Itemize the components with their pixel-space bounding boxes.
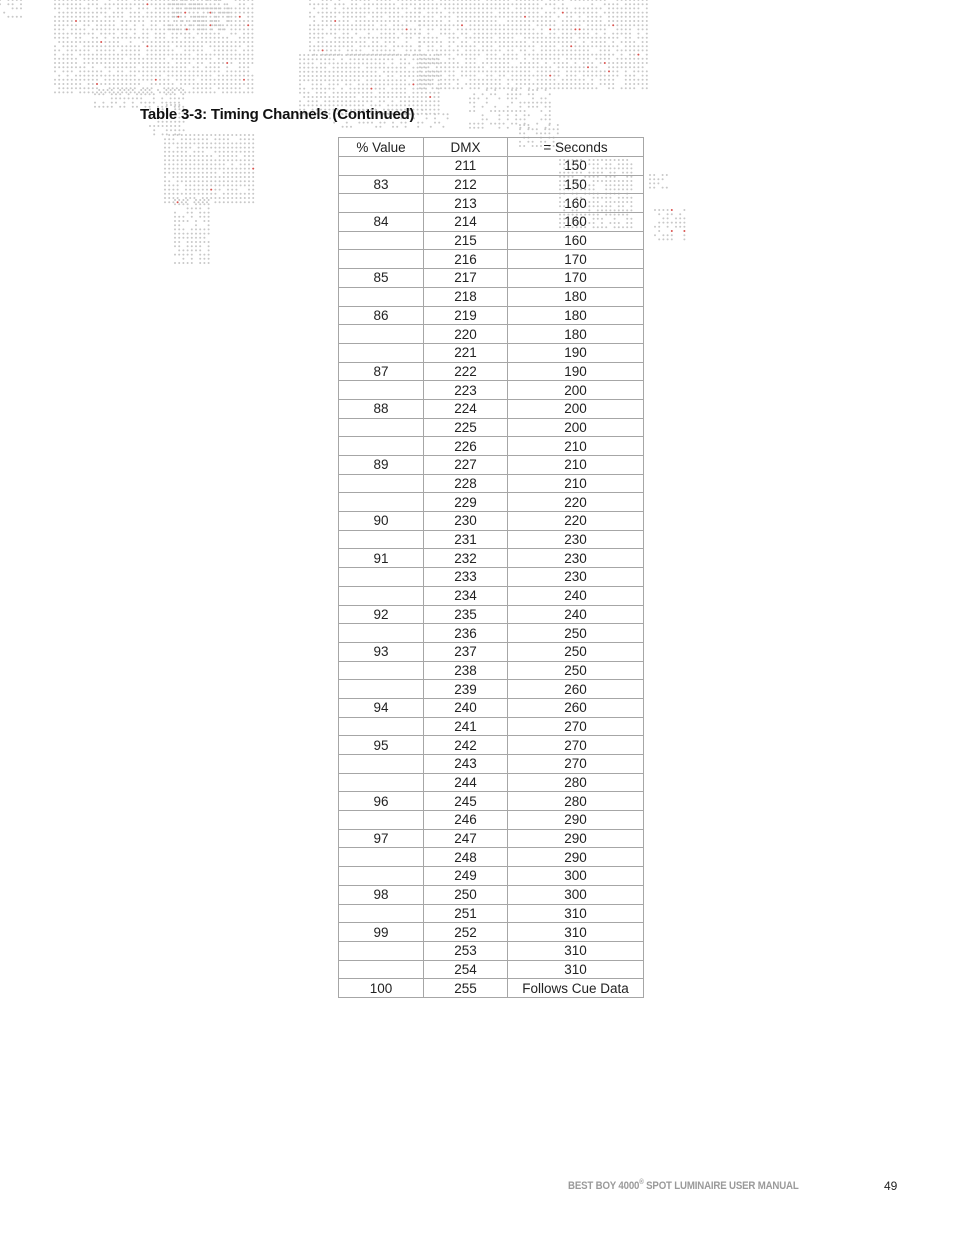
cell-seconds: 270: [508, 755, 644, 774]
cell-dmx: 239: [424, 680, 508, 699]
cell-percent-value: [339, 586, 424, 605]
cell-percent-value: [339, 960, 424, 979]
cell-percent-value: 85: [339, 269, 424, 288]
cell-percent-value: 93: [339, 642, 424, 661]
cell-seconds: 300: [508, 885, 644, 904]
cell-dmx: 236: [424, 624, 508, 643]
cell-seconds: 200: [508, 399, 644, 418]
cell-dmx: 241: [424, 717, 508, 736]
table-header-row: [339, 138, 644, 157]
cell-dmx: 245: [424, 792, 508, 811]
cell-percent-value: [339, 848, 424, 867]
cell-dmx: 213: [424, 194, 508, 213]
cell-seconds: 250: [508, 661, 644, 680]
table-row: [339, 512, 644, 531]
table-row: [339, 418, 644, 437]
cell-dmx: 242: [424, 736, 508, 755]
cell-seconds: 230: [508, 549, 644, 568]
cell-percent-value: [339, 231, 424, 250]
table-row: [339, 642, 644, 661]
header-dmx: DMX: [424, 138, 508, 157]
table-row: [339, 306, 644, 325]
cell-seconds: 230: [508, 568, 644, 587]
cell-seconds: 310: [508, 904, 644, 923]
cell-dmx: 253: [424, 941, 508, 960]
table-row: [339, 698, 644, 717]
table-row: [339, 923, 644, 942]
cell-dmx: 225: [424, 418, 508, 437]
cell-percent-value: 97: [339, 829, 424, 848]
cell-dmx: 240: [424, 698, 508, 717]
cell-percent-value: [339, 755, 424, 774]
cell-seconds: 150: [508, 175, 644, 194]
cell-seconds: 170: [508, 269, 644, 288]
cell-percent-value: [339, 867, 424, 886]
table-row: [339, 530, 644, 549]
cell-dmx: 215: [424, 231, 508, 250]
cell-percent-value: [339, 773, 424, 792]
cell-seconds: 310: [508, 960, 644, 979]
cell-percent-value: 92: [339, 605, 424, 624]
cell-percent-value: [339, 437, 424, 456]
manual-title-prefix: BEST BOY 4000: [568, 1180, 640, 1192]
cell-seconds: 180: [508, 306, 644, 325]
table-row: [339, 811, 644, 830]
cell-dmx: 217: [424, 269, 508, 288]
table-row: [339, 605, 644, 624]
cell-dmx: 255: [424, 979, 508, 998]
cell-seconds: 260: [508, 698, 644, 717]
table-row: [339, 586, 644, 605]
cell-dmx: 251: [424, 904, 508, 923]
cell-percent-value: [339, 381, 424, 400]
table-row: [339, 829, 644, 848]
table-row: [339, 269, 644, 288]
cell-percent-value: [339, 530, 424, 549]
cell-dmx: 230: [424, 512, 508, 531]
header-percent-value: % Value: [339, 138, 424, 157]
table-row: [339, 848, 644, 867]
page-number: 49: [884, 1179, 898, 1193]
cell-percent-value: [339, 157, 424, 176]
cell-seconds: 230: [508, 530, 644, 549]
cell-seconds: 210: [508, 474, 644, 493]
cell-seconds: 240: [508, 605, 644, 624]
cell-dmx: 234: [424, 586, 508, 605]
table-row: [339, 979, 644, 998]
cell-seconds: 210: [508, 456, 644, 475]
cell-seconds: 290: [508, 811, 644, 830]
cell-seconds: 250: [508, 642, 644, 661]
manual-title-footer: [568, 1179, 799, 1192]
table-row: [339, 287, 644, 306]
cell-dmx: 235: [424, 605, 508, 624]
cell-percent-value: [339, 250, 424, 269]
table-row: [339, 717, 644, 736]
cell-seconds: 170: [508, 250, 644, 269]
header-seconds: = Seconds: [508, 138, 644, 157]
cell-percent-value: 84: [339, 213, 424, 232]
cell-seconds: 250: [508, 624, 644, 643]
cell-seconds: 210: [508, 437, 644, 456]
cell-seconds: 160: [508, 213, 644, 232]
cell-percent-value: [339, 325, 424, 344]
cell-seconds: 180: [508, 325, 644, 344]
cell-seconds: 160: [508, 231, 644, 250]
cell-dmx: 247: [424, 829, 508, 848]
cell-dmx: 220: [424, 325, 508, 344]
cell-seconds: 310: [508, 941, 644, 960]
cell-dmx: 238: [424, 661, 508, 680]
cell-dmx: 216: [424, 250, 508, 269]
cell-seconds: 220: [508, 512, 644, 531]
cell-percent-value: [339, 493, 424, 512]
table-row: [339, 773, 644, 792]
cell-dmx: 249: [424, 867, 508, 886]
cell-dmx: 250: [424, 885, 508, 904]
table-row: [339, 175, 644, 194]
cell-seconds: 200: [508, 418, 644, 437]
cell-dmx: 228: [424, 474, 508, 493]
cell-seconds: 190: [508, 343, 644, 362]
table-title: Table 3-3: Timing Channels (Continued): [140, 106, 415, 123]
table-row: [339, 250, 644, 269]
cell-percent-value: [339, 941, 424, 960]
cell-percent-value: 91: [339, 549, 424, 568]
table-row: [339, 736, 644, 755]
table-row: [339, 549, 644, 568]
table-row: [339, 213, 644, 232]
cell-seconds: 150: [508, 157, 644, 176]
table-row: [339, 325, 644, 344]
cell-percent-value: [339, 624, 424, 643]
cell-percent-value: [339, 717, 424, 736]
table-row: [339, 493, 644, 512]
cell-seconds: 280: [508, 792, 644, 811]
cell-percent-value: 83: [339, 175, 424, 194]
cell-seconds: 270: [508, 736, 644, 755]
table-row: [339, 755, 644, 774]
cell-seconds: 270: [508, 717, 644, 736]
cell-dmx: 221: [424, 343, 508, 362]
cell-dmx: 219: [424, 306, 508, 325]
cell-percent-value: 100: [339, 979, 424, 998]
cell-seconds: 190: [508, 362, 644, 381]
table-row: [339, 437, 644, 456]
timing-channels-table: [338, 137, 644, 998]
table-row: [339, 680, 644, 699]
cell-percent-value: [339, 661, 424, 680]
table-row: [339, 231, 644, 250]
cell-seconds: Follows Cue Data: [508, 979, 644, 998]
cell-seconds: 160: [508, 194, 644, 213]
cell-percent-value: 86: [339, 306, 424, 325]
table-row: [339, 381, 644, 400]
cell-seconds: 200: [508, 381, 644, 400]
cell-dmx: 218: [424, 287, 508, 306]
table-row: [339, 960, 644, 979]
cell-dmx: 233: [424, 568, 508, 587]
cell-seconds: 220: [508, 493, 644, 512]
cell-percent-value: 99: [339, 923, 424, 942]
cell-seconds: 180: [508, 287, 644, 306]
cell-dmx: 222: [424, 362, 508, 381]
cell-percent-value: [339, 474, 424, 493]
manual-title-suffix: SPOT LUMINAIRE USER MANUAL: [643, 1180, 799, 1192]
cell-percent-value: 89: [339, 456, 424, 475]
cell-percent-value: [339, 680, 424, 699]
table-row: [339, 867, 644, 886]
cell-percent-value: [339, 418, 424, 437]
cell-dmx: 226: [424, 437, 508, 456]
cell-dmx: 252: [424, 923, 508, 942]
cell-dmx: 231: [424, 530, 508, 549]
table-row: [339, 904, 644, 923]
cell-seconds: 290: [508, 848, 644, 867]
cell-dmx: 246: [424, 811, 508, 830]
table-row: [339, 157, 644, 176]
cell-dmx: 232: [424, 549, 508, 568]
table-row: [339, 792, 644, 811]
cell-dmx: 243: [424, 755, 508, 774]
table-row: [339, 941, 644, 960]
cell-percent-value: [339, 811, 424, 830]
table-row: [339, 456, 644, 475]
table-row: [339, 885, 644, 904]
cell-dmx: 212: [424, 175, 508, 194]
cell-dmx: 211: [424, 157, 508, 176]
table-row: [339, 362, 644, 381]
table-row: [339, 624, 644, 643]
table-row: [339, 474, 644, 493]
table-row: [339, 194, 644, 213]
cell-dmx: 214: [424, 213, 508, 232]
cell-dmx: 227: [424, 456, 508, 475]
table-row: [339, 661, 644, 680]
cell-percent-value: 88: [339, 399, 424, 418]
table-row: [339, 399, 644, 418]
table-row: [339, 343, 644, 362]
cell-percent-value: [339, 194, 424, 213]
cell-percent-value: 98: [339, 885, 424, 904]
cell-percent-value: [339, 343, 424, 362]
cell-seconds: 310: [508, 923, 644, 942]
cell-seconds: 290: [508, 829, 644, 848]
cell-percent-value: 95: [339, 736, 424, 755]
cell-seconds: 260: [508, 680, 644, 699]
cell-percent-value: 94: [339, 698, 424, 717]
cell-percent-value: 96: [339, 792, 424, 811]
cell-dmx: 224: [424, 399, 508, 418]
cell-percent-value: 90: [339, 512, 424, 531]
cell-dmx: 248: [424, 848, 508, 867]
cell-percent-value: [339, 568, 424, 587]
cell-percent-value: [339, 904, 424, 923]
cell-percent-value: 87: [339, 362, 424, 381]
cell-seconds: 280: [508, 773, 644, 792]
cell-dmx: 254: [424, 960, 508, 979]
cell-dmx: 223: [424, 381, 508, 400]
cell-seconds: 300: [508, 867, 644, 886]
cell-dmx: 237: [424, 642, 508, 661]
cell-percent-value: [339, 287, 424, 306]
cell-dmx: 244: [424, 773, 508, 792]
registered-mark: ®: [639, 1179, 644, 1186]
table-row: [339, 568, 644, 587]
cell-dmx: 229: [424, 493, 508, 512]
cell-seconds: 240: [508, 586, 644, 605]
